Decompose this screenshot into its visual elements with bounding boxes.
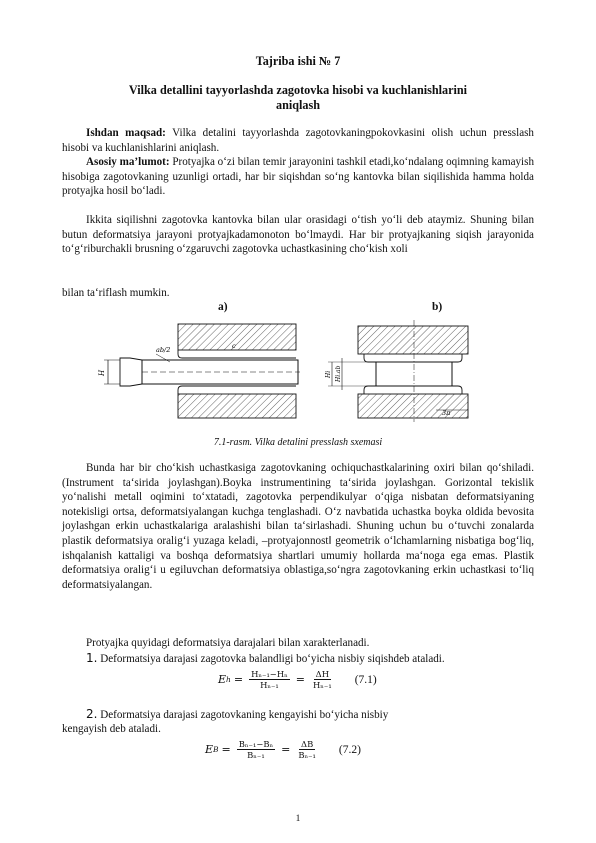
formula-7-2: E B = $\frac{\text{Bₙ₋₁−Bₙ}}{\text{Bₙ₋₁}}$ = $\frac{\Delta B}{\text{Bₙ₋₁}}$ (7.2) xyxy=(205,739,361,760)
list-item-2-text: Deformatsiya darajasi zagotovkaning kengayishi bo‘yicha nisbiy xyxy=(97,709,389,721)
goal-paragraph xyxy=(62,126,534,155)
svg-text:ab/2: ab/2 xyxy=(156,346,171,354)
svg-text:Hi.ab: Hi.ab xyxy=(335,365,342,382)
formula-2-den-1: Bₙ₋₁ xyxy=(247,750,265,760)
info-label: Asosiy ma’lumot: xyxy=(86,156,170,168)
paragraph-1-last: bilan ta‘riflash mumkin. xyxy=(62,287,170,299)
formula-1-num-2: ΔH xyxy=(315,669,329,679)
paragraph-2: Bunda har bir cho‘kish uchastkasiga zagotovkaning ochiquchastkalarining oxiri bilan qo‘shiladi. (Instrument ta‘sirida joylashgan).Boyka instrumentining ta‘sirida joylashgan. Gorizontal tekislik yo‘nalishi metall oqimini to‘xtatadi, zagotovka perpendikulyar o‘qiga nisbatan deformatsiyaning notekisligi ortsa, deformatsiyalangan kuchga tenglashadi. O‘z navbatida uchastka boyka oldida bevosita joylashgan erkin uchastkalariga aralashishi bilan ta‘sirlashadi. Shuning uchun bu o‘tuvchi zonalarda plastik deformatsiya oralig‘i yuzaga keladi, ‒protyajonnost‖ geometrik o‘lchamlarning nisbatiga bog‘liq, ishqalanish kattaligi va boshqa deformatsiya shartlari umumiy hollarda ma‘noga ega emas. Plastik deformatsiya oralig‘i u egiluvchan deformatsiya oblastiga,so‘ngra zagotovkaning erkin uchastkasi to‘liq deformatsiyalangan. xyxy=(62,462,534,591)
formula-1-den-1: Hₙ₋₁ xyxy=(260,680,279,690)
list-item-2-continued: kengayish deb ataladi. xyxy=(62,723,161,735)
svg-text:Hi: Hi xyxy=(325,370,332,378)
paragraph-1: Ikkita siqilishni zagotovka kantovka bilan ular orasidagi o‘tish yo‘li deb ataymiz. Shuning bilan butun deformatsiya jarayoni protyajkadamonoton bo‘lmaydi. Har bir protyajkaning siqish jarayonida to‘g‘riburchakli brusning o‘zgaruvchi zagotovka uchastkasining cho‘kish xoli xyxy=(62,214,534,256)
list-item-1-number: 1. xyxy=(86,651,98,665)
figure-label-b: b) xyxy=(432,301,443,313)
figure-a-schema xyxy=(100,318,310,423)
list-item-1-text: Deformatsiya darajasi zagotovka balandligi bo‘yicha nisbiy siqishdeb ataladi. xyxy=(97,653,445,665)
svg-text:3π: 3π xyxy=(442,409,451,417)
figure-caption: 7.1-rasm. Vilka detalini presslash sxemasi xyxy=(213,437,383,448)
page-number: 1 xyxy=(295,814,301,824)
formula-1-lhs: E xyxy=(218,673,227,686)
formula-2-label: (7.2) xyxy=(338,743,361,756)
list-item-2-number: 2. xyxy=(86,707,98,721)
figure-label-a: a) xyxy=(218,301,228,313)
formula-1-den-2: Hₙ₋₁ xyxy=(312,680,332,690)
paragraph-3: Protyajka quyidagi deformatsiya darajalari bilan xarakterlanadi. xyxy=(86,637,370,649)
figure-b-schema xyxy=(318,318,478,423)
svg-text:c: c xyxy=(232,342,236,350)
goal-text: Vilka detalini tayyorlashda zagotovkaningpokovkasini olish uchun presslash hisobi va kuchlanishlarini aniqlash. xyxy=(62,127,534,154)
formula-7-1: E h = $\frac{\text{Hₙ₋₁−Hₙ}}{\text{Hₙ₋₁}}$ = $\frac{\Delta H}{\text{Hₙ₋₁}}$ (7.1) xyxy=(218,669,377,690)
subtitle-line-2: aniqlash xyxy=(275,98,321,112)
formula-1-fraction-1 xyxy=(249,669,290,690)
formula-2-fraction-2 xyxy=(296,739,318,760)
info-paragraph xyxy=(62,155,534,199)
formula-2-lhs-sub: B xyxy=(213,745,219,754)
goal-label: Ishdan maqsad: xyxy=(86,127,166,139)
formula-1-num-1: Hₙ₋₁−Hₙ xyxy=(251,669,288,679)
list-item-2 xyxy=(62,707,492,723)
formula-1-label: (7.1) xyxy=(354,673,377,686)
list-item-1 xyxy=(62,651,534,667)
formula-2-num-2: ΔB xyxy=(301,739,314,749)
formula-2-num-1: Bₙ₋₁−Bₙ xyxy=(238,739,274,749)
page-title: Tajriba ishi № 7 xyxy=(255,54,341,68)
info-text: Protyajka o‘zi bilan temir jarayonini tashkil etadi,ko‘ndalang oqimning kamayish hisobiga zagotovkaning uzunligi ortadi, har bir siqishdan so‘ng kantovka bilan siqilishida hamma holda protyajka hosil bo‘ladi. xyxy=(62,156,534,198)
formula-2-fraction-1 xyxy=(237,739,275,760)
svg-text:H: H xyxy=(98,369,106,376)
subtitle-line-1: Vilka detallini tayyorlashda zagotovka hisobi va kuchlanishlarini xyxy=(128,83,468,97)
formula-1-fraction-2 xyxy=(311,669,334,690)
formula-1-lhs-sub: h xyxy=(226,675,231,684)
formula-2-den-2: Bₙ₋₁ xyxy=(298,750,316,760)
formula-2-lhs: E xyxy=(205,743,214,756)
